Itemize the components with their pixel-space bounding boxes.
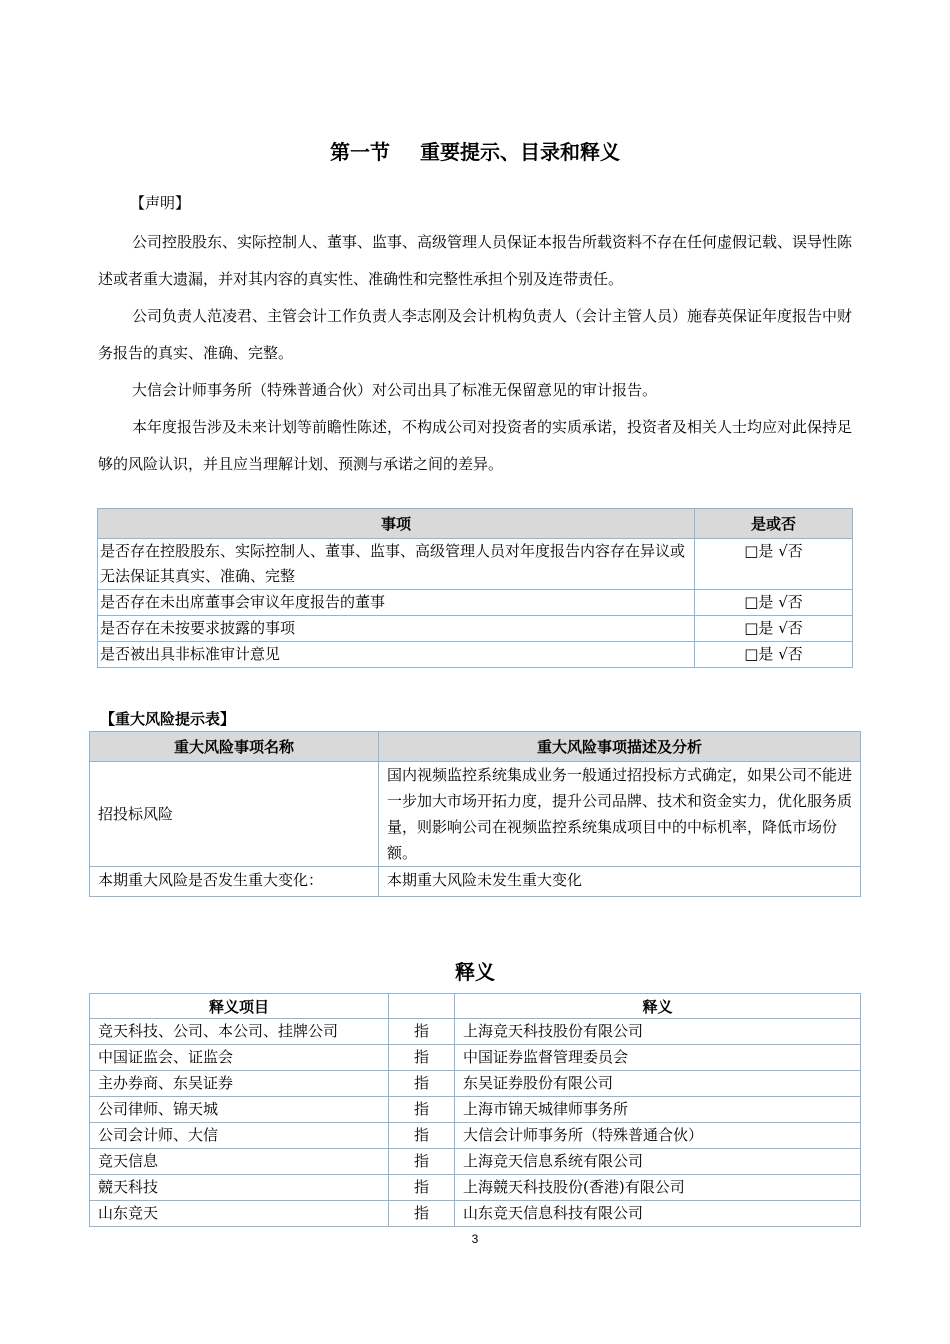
def-term: 競天科技 (90, 1175, 389, 1201)
statement-paragraph: 公司负责人范凌君、主管会计工作负责人李志刚及会计机构负责人（会计主管人员）施春英保证年度报告中财务报告的真实、准确、完整。 (98, 307, 853, 362)
def-term: 山东竞天 (90, 1201, 389, 1227)
risk-header-name: 重大风险事项名称 (90, 732, 379, 762)
def-ref: 指 (389, 1201, 455, 1227)
def-term: 公司律师、锦天城 (90, 1097, 389, 1123)
section-number: 第一节 (330, 140, 390, 164)
risk-header-desc: 重大风险事项描述及分析 (379, 732, 861, 762)
risk-name: 招投标风险 (90, 762, 379, 867)
matters-header-item: 事项 (98, 509, 695, 539)
def-ref: 指 (389, 1045, 455, 1071)
risk-table (89, 731, 861, 897)
def-header-term: 释义项目 (90, 994, 389, 1019)
def-ref: 指 (389, 1123, 455, 1149)
page-number: 3 (471, 1232, 479, 1246)
def-meaning: 上海竞天信息系统有限公司 (455, 1149, 861, 1175)
def-meaning: 东吴证券股份有限公司 (455, 1071, 861, 1097)
def-header-ref (389, 994, 455, 1019)
matters-table (97, 508, 853, 668)
def-meaning: 大信会计师事务所（特殊普通合伙） (455, 1123, 861, 1149)
matter-answer: □是 √否 (695, 590, 853, 616)
def-meaning: 山东竞天信息科技有限公司 (455, 1201, 861, 1227)
statement-paragraph: 本年度报告涉及未来计划等前瞻性陈述，不构成公司对投资者的实质承诺，投资者及相关人士均应对此保持足够的风险认识，并且应当理解计划、预测与承诺之间的差异。 (98, 418, 853, 473)
def-term: 中国证监会、证监会 (90, 1045, 389, 1071)
def-term: 主办券商、东吴证券 (90, 1071, 389, 1097)
def-meaning: 上海競天科技股份(香港)有限公司 (455, 1175, 861, 1201)
def-header-meaning: 释义 (455, 994, 861, 1019)
definitions-table (89, 993, 861, 1227)
risk-name: 本期重大风险是否发生重大变化： (90, 867, 379, 897)
def-meaning: 上海市锦天城律师事务所 (455, 1097, 861, 1123)
risk-desc: 本期重大风险未发生重大变化 (379, 867, 861, 897)
def-ref: 指 (389, 1019, 455, 1045)
def-meaning: 中国证券监督管理委员会 (455, 1045, 861, 1071)
section-name: 重要提示、目录和释义 (420, 140, 620, 164)
risk-desc: 国内视频监控系统集成业务一般通过招投标方式确定，如果公司不能进一步加大市场开拓力度，提升公司品牌、技术和资金实力，优化服务质量，则影响公司在视频监控系统集成项目中的中标机率，降低市场份额。 (379, 762, 861, 867)
def-term: 竞天信息 (90, 1149, 389, 1175)
def-ref: 指 (389, 1071, 455, 1097)
matter-item: 是否存在未按要求披露的事项 (98, 616, 695, 642)
def-meaning: 上海竞天科技股份有限公司 (455, 1019, 861, 1045)
def-ref: 指 (389, 1149, 455, 1175)
def-term: 公司会计师、大信 (90, 1123, 389, 1149)
def-ref: 指 (389, 1097, 455, 1123)
statement-paragraph: 公司控股股东、实际控制人、董事、监事、高级管理人员保证本报告所载资料不存在任何虚假记载、误导性陈述或者重大遗漏，并对其内容的真实性、准确性和完整性承担个别及连带责任。 (98, 233, 853, 288)
matter-answer: □是 √否 (695, 642, 853, 668)
matters-header-answer: 是或否 (695, 509, 853, 539)
matter-answer: □是 √否 (695, 539, 853, 590)
matter-item: 是否被出具非标准审计意见 (98, 642, 695, 668)
matter-answer: □是 √否 (695, 616, 853, 642)
page-title (0, 136, 950, 165)
def-term: 竞天科技、公司、本公司、挂牌公司 (90, 1019, 389, 1045)
risk-section-heading: 【重大风险提示表】 (100, 710, 236, 728)
def-ref: 指 (389, 1175, 455, 1201)
definitions-title: 释义 (455, 960, 495, 984)
matter-item: 是否存在控股股东、实际控制人、董事、监事、高级管理人员对年度报告内容存在异议或无法保证其真实、准确、完整 (98, 539, 695, 590)
statement-paragraph: 大信会计师事务所（特殊普通合伙）对公司出具了标准无保留意见的审计报告。 (132, 381, 658, 399)
matter-item: 是否存在未出席董事会审议年度报告的董事 (98, 590, 695, 616)
statement-label: 【声明】 (130, 194, 191, 212)
